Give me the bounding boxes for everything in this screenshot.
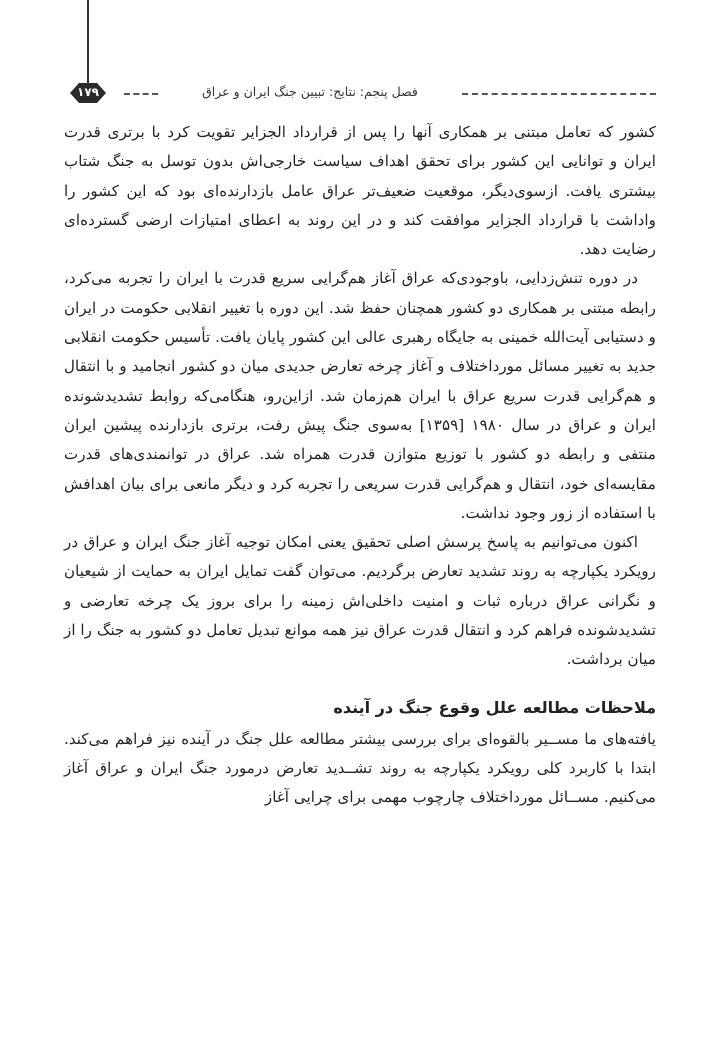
section-heading: ملاحظات مطالعه علل وقوع جنگ در آینده [333, 697, 656, 717]
header-dashes-right [462, 93, 656, 95]
header-dashes-left [124, 93, 158, 95]
paragraph-1: کشور که تعامل مبتنی بر همکاری آنها را پس از قرارداد الجزایر تقویت کرد با برتری قدرت ایران و توانایی این کشور برای تحقق اهداف سیاست خارجی‌اش بدون توسل به جنگ شتاب بیشتری یافت. ازسوی‌دیگر، موقعیت ضعیف‌تر عراق عامل بازدارنده‌ای بود که این کشور را واداشت با قرارداد الجزایر موافقت کند و در این روند به اعطای امتیازات ارضی گسترده‌ای رضایت دهد. [64, 123, 656, 259]
paragraph-3: اکنون می‌توانیم به پاسخ پرسش اصلی تحقیق یعنی امکان توجیه آغاز جنگ ایران و عراق در رویکرد یکپارچه به روند تشدید تعارض برگردیم. می‌توان گفت تمایل ایران به حمایت از شیعیان و نگرانی عراق درباره ثبات و امنیت داخلی‌اش زمینه را برای بروز یک چرخه تعارضی و تشدیدشونده فراهم کرد و انتقال قدرت عراق نیز همه موانع تبدیل تعامل دو کشور به جنگ را از میان برداشت. [64, 533, 656, 669]
running-header [64, 80, 656, 108]
chapter-title: فصل پنجم: نتایج: تبیین جنگ ایران و عراق [202, 84, 418, 99]
page-number-badge [68, 82, 108, 104]
page-number: ۱۷۹ [77, 85, 99, 99]
paragraph-4: یافته‌های ما مســیر بالقوه‌ای برای بررسی بیشتر مطالعه علل جنگ در آینده نیز فراهم می‌کند. ابتدا با کاربرد کلی رویکرد یکپارچه به روند تشــدید تعارض درمورد جنگ ایران و عراق آغاز می‌کنیم. مســائل مورداختلاف چارچوب مهمی برای چرایی آغاز [64, 729, 656, 807]
margin-rule [87, 0, 89, 84]
paragraph-2: در دوره تنش‌زدایی، باوجودی‌که عراق آغاز هم‌گرایی سریع قدرت با ایران را تجربه می‌کرد، رابطه مبتنی بر همکاری دو کشور همچنان حفظ شد. این دوره با تغییر انقلابی حکومت در ایران و دستیابی آیت‌الله خمینی به جایگاه رهبری عالی این کشور پایان یافت. تأسیس حکومت انقلابی جدید به تغییر مسائل مورداختلاف و آغاز چرخه تعارض جدیدی میان دو کشور انجامید و با انتقال و هم‌گرایی قدرت سریع عراق با ایران هم‌زمان شد. ازاین‌رو، هنگامی‌که روابط تشدیدشونده ایران و عراق در سال ۱۹۸۰ [۱۳۵۹] به‌سوی جنگ پیش رفت، برتری بازدارنده پیشین ایران منتفی و رابطه دو کشور با توزیع متوازن قدرت همراه شد. عراق در توانمندی‌های قدرت مقایسه‌ای خود، انتقال و هم‌گرایی قدرت سریعی را تجربه کرد و دیگر مانعی برای بیان اهدافش با استفاده از زور وجود نداشت. [64, 269, 656, 522]
page-body [64, 118, 656, 813]
